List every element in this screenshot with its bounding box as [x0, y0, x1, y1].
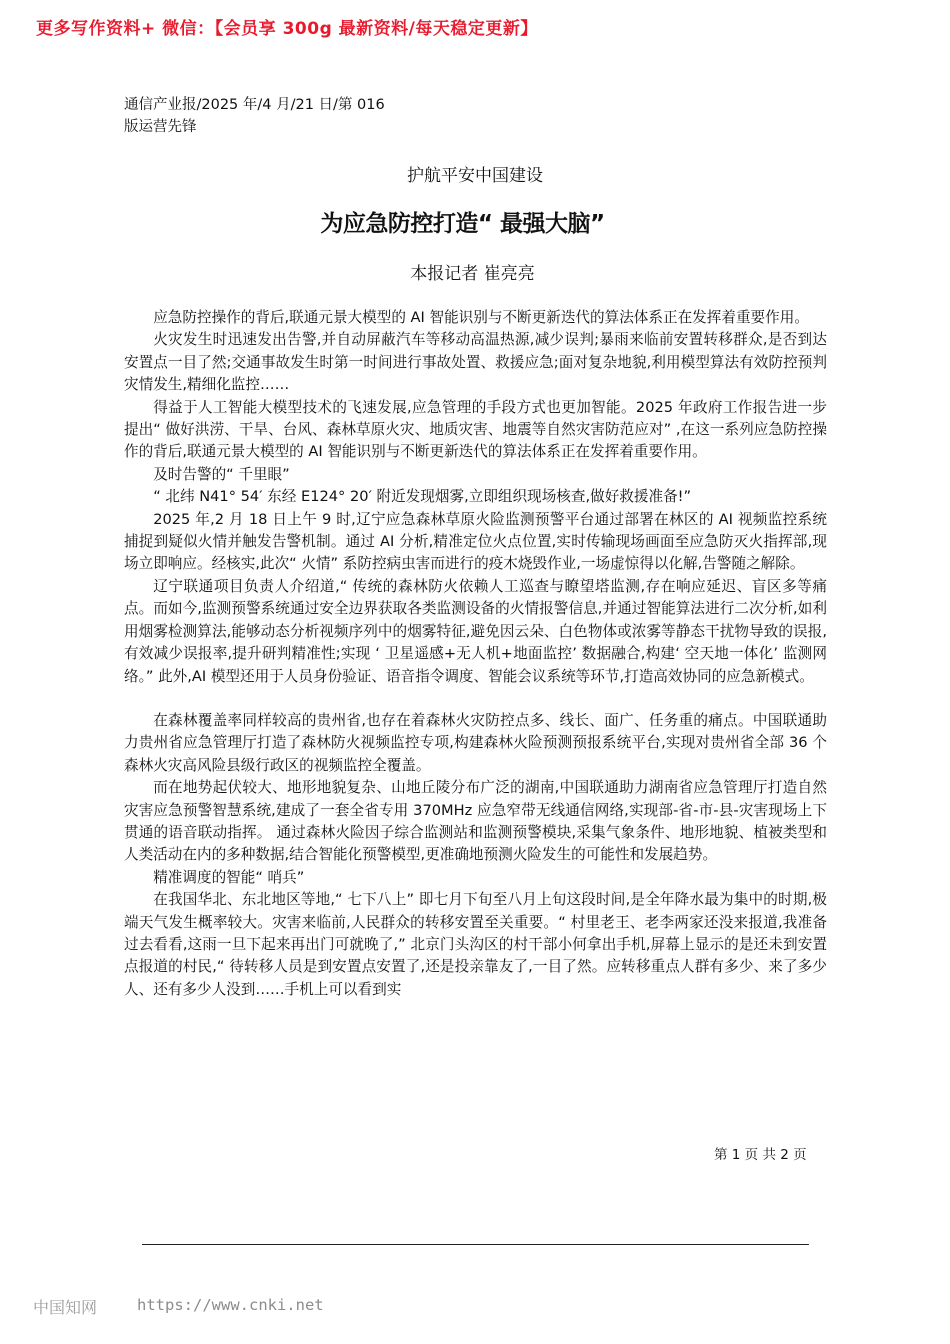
- paragraph-gap: [124, 688, 827, 710]
- paragraph: 得益于人工智能大模型技术的飞速发展,应急管理的手段方式也更加智能。2025 年政府工作报告进一步提出“ 做好洪涝、干旱、台风、森林草原火灾、地质灾害、地震等自然灾害防范应对” ,在这一系列应急防控操作的背后,联通元景大模型的 AI 智能识别与不断更新迭代的算法体系正在发挥着重要作用。: [124, 398, 827, 461]
- section-subheading: 及时告警的“ 千里眼”: [153, 465, 290, 483]
- paragraph: 在我国华北、东北地区等地,“ 七下八上” 即七月下旬至八月上旬这段时间,是全年降水最为集中的时期,极端天气发生概率较大。灾害来临前,人民群众的转移安置至关重要。“ 村里老王、老李两家还没来报道,我准备过去看看,这雨一旦下起来再出门可就晚了,” 北京门头沟区的村干部小何拿出手机,屏幕上显示的是还未到安置点报道的村民,“ 待转移人员是到安置点安置了,还是投亲靠友了,一目了然。应转移重点人群有多少、来了多少人、还有多少人没到……手机上可以看到实: [124, 891, 827, 998]
- paragraph: 辽宁联通项目负责人介绍道,“ 传统的森林防火依赖人工巡查与瞭望塔监测,存在响应延迟、盲区多等痛点。而如今,监测预警系统通过安全边界获取各类监测设备的火情报警信息,并通过智能算法进行二次分析,如利用烟雾检测算法,能够动态分析视频序列中的烟雾特征,避免因云朵、白色物体或浓雾等静态干扰物导致的误报,有效减少误报率,提升研判精准性;实现 ‘ 卫星遥感+无人机+地面监控’ 数据融合,构建‘ 空天地一体化’ 监测网络。” 此外,AI 模型还用于人员身份验证、语音指令调度、智能会议系统等环节,打造高效协同的应急新模式。: [124, 577, 827, 685]
- paragraph: 在森林覆盖率同样较高的贵州省,也存在着森林火灾防控点多、线长、面广、任务重的痛点。中国联通助力贵州省应急管理厅打造了森林防火视频监控专项,构建森林火险预测预报系统平台,实现对贵州省全部 36 个森林火灾高风险县级行政区的视频监控全覆盖。: [124, 711, 827, 774]
- promo-banner: 更多写作资料+ 微信：【会员享 300g 最新资料/每天稳定更新】: [36, 19, 538, 39]
- article-body: [124, 307, 827, 1001]
- paragraph: “ 北纬 N41° 54′ 东经 E124° 20′ 附近发现烟雾,立即组织现场核查,做好救援准备!”: [153, 488, 692, 506]
- cnki-site-name: 中国知网: [33, 1298, 98, 1317]
- article-kicker: 护航平安中国建设: [407, 166, 543, 186]
- cnki-url-link[interactable]: https://www.cnki.net: [137, 1296, 324, 1314]
- article-byline: 本报记者 崔亮亮: [410, 264, 535, 284]
- article-headline: 为应急防控打造“ 最强大脑”: [320, 211, 605, 237]
- source-info: [124, 94, 424, 138]
- page-number: 第 1 页 共 2 页: [714, 1147, 807, 1163]
- source-line-1: 通信产业报/2025 年/4 月/21 日/第 016: [124, 97, 385, 113]
- paragraph: 火灾发生时迅速发出告警,并自动屏蔽汽车等移动高温热源,减少误判;暴雨来临前安置转移群众,是否到达安置点一目了然;交通事故发生时第一时间进行事故处置、救援应急;面对复杂地貌,利用模型算法有效防控预判灾情发生,精细化监控……: [124, 331, 827, 394]
- section-subheading: 精准调度的智能“ 哨兵”: [153, 868, 305, 886]
- footer-divider: [142, 1244, 809, 1245]
- paragraph: 2025 年,2 月 18 日上午 9 时,辽宁应急森林草原火险监测预警平台通过部署在林区的 AI 视频监控系统捕捉到疑似火情并触发告警机制。通过 AI 分析,精准定位火点位置,实时传输现场画面至应急防灭火指挥部,现场立即响应。经核实,此次“ 火情” 系防控病虫害而进行的疫木烧毁作业,一场虚惊得以化解,告警随之解除。: [124, 510, 827, 573]
- paragraph: 应急防控操作的背后,联通元景大模型的 AI 智能识别与不断更新迭代的算法体系正在发挥着重要作用。: [153, 309, 809, 326]
- source-line-2: 版运营先锋: [124, 119, 197, 135]
- paragraph: 而在地势起伏较大、地形地貌复杂、山地丘陵分布广泛的湖南,中国联通助力湖南省应急管理厅打造自然灾害应急预警智慧系统,建成了一套全省专用 370MHz 应急窄带无线通信网络,实现部-省-市-县-灾害现场上下贯通的语音联动指挥。 通过森林火险因子综合监测站和监测预警模块,采集气象条件、地形地貌、植被类型和人类活动在内的多种数据,结合智能化预警模型,更准确地预测火险发生的可能性和发展趋势。: [124, 779, 827, 864]
